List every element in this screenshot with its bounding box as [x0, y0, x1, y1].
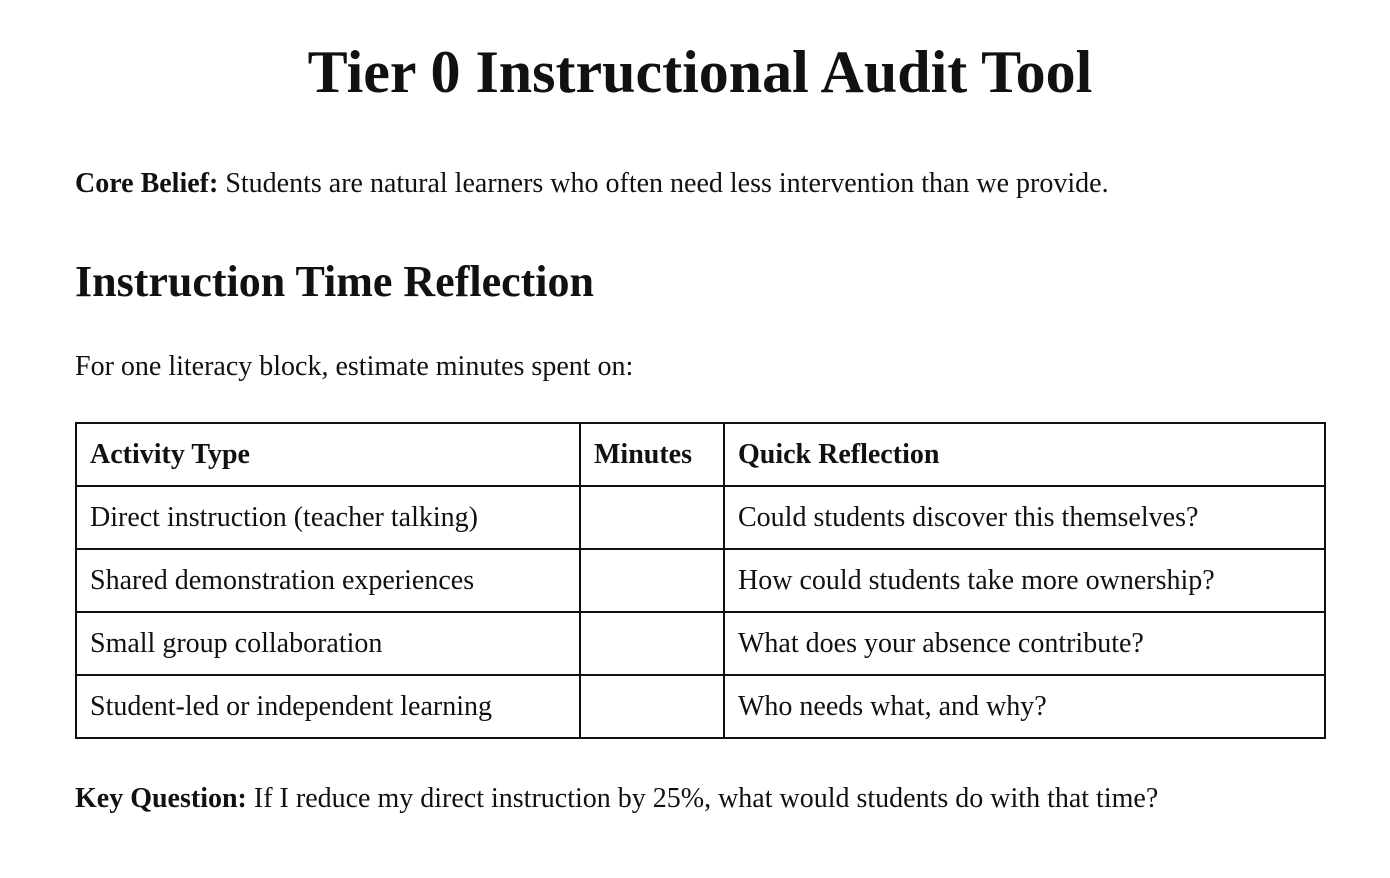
- core-belief: [75, 166, 1325, 202]
- table-row: [76, 612, 1325, 675]
- key-question: [75, 781, 1158, 817]
- activity-cell: Direct instruction (teacher talking): [76, 486, 580, 549]
- reflection-cell: Could students discover this themselves?: [724, 486, 1325, 549]
- header-activity-type: Activity Type: [76, 423, 580, 486]
- table-row: [76, 549, 1325, 612]
- activity-cell: Student-led or independent learning: [76, 675, 580, 738]
- audit-table: [75, 422, 1326, 739]
- reflection-cell: How could students take more ownership?: [724, 549, 1325, 612]
- section-heading: Instruction Time Reflection: [75, 257, 594, 306]
- intro-text: For one literacy block, estimate minutes spent on:: [75, 351, 634, 382]
- core-belief-label: Core Belief:: [75, 168, 219, 199]
- header-quick-reflection: Quick Reflection: [724, 423, 1325, 486]
- table-row: [76, 675, 1325, 738]
- page-title: Tier 0 Instructional Audit Tool: [307, 39, 1093, 105]
- minutes-cell[interactable]: [580, 675, 724, 738]
- table-header-row: [76, 423, 1325, 486]
- activity-cell: Small group collaboration: [76, 612, 580, 675]
- activity-cell: Shared demonstration experiences: [76, 549, 580, 612]
- minutes-cell[interactable]: [580, 486, 724, 549]
- minutes-cell[interactable]: [580, 549, 724, 612]
- key-question-label: Key Question:: [75, 783, 247, 814]
- minutes-cell[interactable]: [580, 612, 724, 675]
- reflection-cell: Who needs what, and why?: [724, 675, 1325, 738]
- key-question-text: If I reduce my direct instruction by 25%, what would students do with that time?: [246, 783, 1159, 814]
- core-belief-text: Students are natural learners who often need less intervention than we provide.: [218, 168, 1109, 199]
- reflection-cell: What does your absence contribute?: [724, 612, 1325, 675]
- table-row: [76, 486, 1325, 549]
- header-minutes: Minutes: [580, 423, 724, 486]
